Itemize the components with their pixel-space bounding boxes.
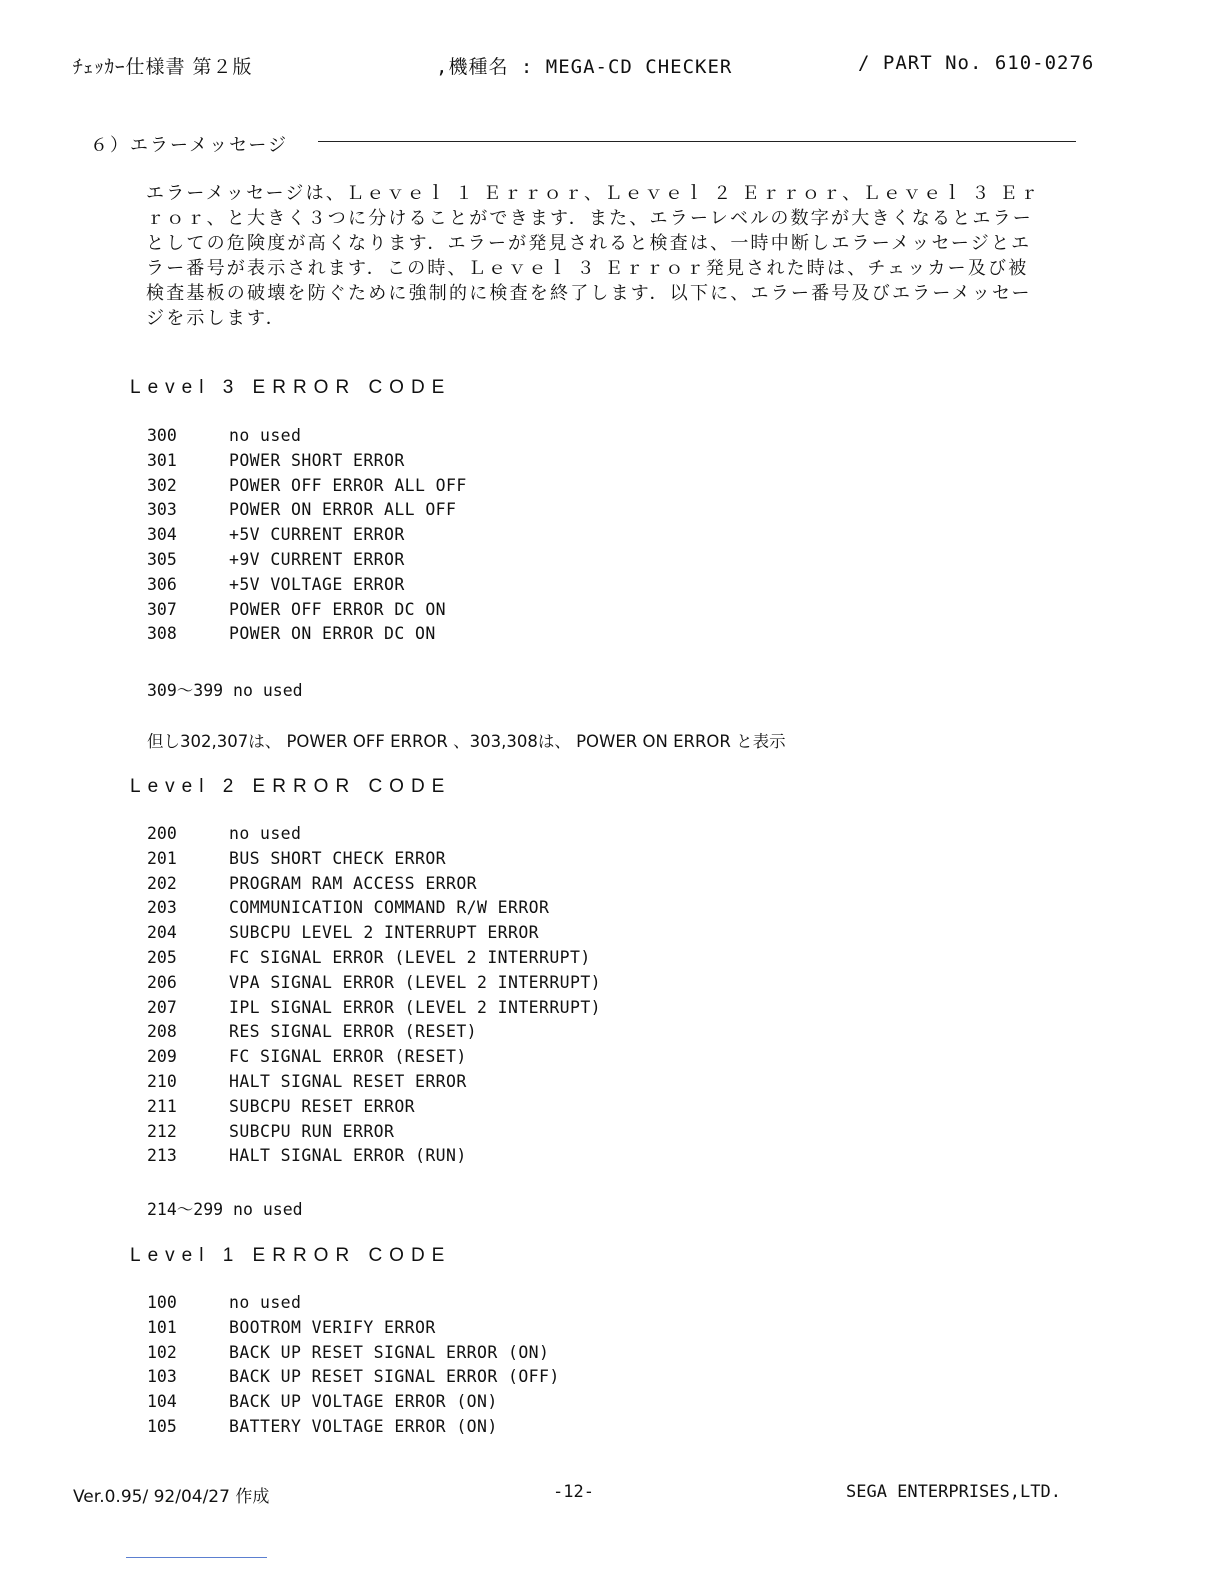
- level1-code-list: [147, 1293, 560, 1442]
- error-code-number: 304: [147, 525, 177, 545]
- error-code-number: 212: [147, 1121, 177, 1141]
- error-code-number: 204: [147, 923, 177, 943]
- error-code-row: [147, 476, 467, 501]
- error-code-number: 100: [147, 1293, 177, 1312]
- error-code-message: BACK UP VOLTAGE ERROR (ON): [229, 1392, 498, 1412]
- error-code-number: 211: [147, 1096, 177, 1116]
- error-code-message: +9V CURRENT ERROR: [229, 549, 405, 569]
- header-doc-title: ﾁｪｯｶｰ仕様書 第２版: [73, 56, 253, 78]
- error-code-row: [147, 874, 601, 899]
- level1-title: Level 1 ERROR CODE: [130, 1245, 452, 1266]
- footer-company: SEGA ENTERPRISES,LTD.: [846, 1482, 1061, 1502]
- error-code-number: 206: [147, 972, 177, 992]
- error-code-row: [147, 1022, 601, 1047]
- error-code-number: 208: [147, 1022, 177, 1042]
- level2-code-list: [147, 824, 601, 1171]
- error-code-message: COMMUNICATION COMMAND R/W ERROR: [229, 898, 550, 918]
- error-code-row: [147, 600, 467, 625]
- error-code-row: [147, 624, 467, 649]
- error-code-number: 302: [147, 475, 177, 495]
- error-code-number: 300: [147, 426, 177, 445]
- error-code-message: HALT SIGNAL ERROR (RUN): [229, 1146, 467, 1166]
- error-code-row: [147, 948, 601, 973]
- error-code-number: 203: [147, 898, 177, 918]
- error-code-row: [147, 1122, 601, 1147]
- error-code-message: BOOTROM VERIFY ERROR: [229, 1317, 436, 1337]
- error-code-number: 201: [147, 848, 177, 868]
- level3-display-note: 但し302,307は、 POWER OFF ERROR 、303,308は、 POWER ON ERROR と表示: [147, 732, 786, 751]
- error-code-row: [147, 849, 601, 874]
- error-code-row: [147, 973, 601, 998]
- error-code-message: +5V CURRENT ERROR: [229, 525, 405, 545]
- level2-unused-range: 214～299 no used: [147, 1200, 303, 1219]
- error-code-row: [147, 923, 601, 948]
- error-code-number: 209: [147, 1047, 177, 1067]
- error-code-message: POWER ON ERROR ALL OFF: [229, 500, 457, 520]
- error-code-row: [147, 1146, 601, 1171]
- error-code-number: 210: [147, 1071, 177, 1091]
- footer-page-number: -12-: [553, 1482, 594, 1502]
- section-rule: [318, 141, 1076, 142]
- error-code-number: 207: [147, 997, 177, 1017]
- error-code-message: FC SIGNAL ERROR (RESET): [229, 1047, 467, 1067]
- error-code-number: 105: [147, 1416, 177, 1436]
- error-code-message: POWER ON ERROR DC ON: [229, 624, 436, 644]
- error-code-row: [147, 1293, 560, 1318]
- error-code-row: [147, 1392, 560, 1417]
- error-code-row: [147, 1343, 560, 1368]
- error-code-row: [147, 898, 601, 923]
- error-code-number: 305: [147, 549, 177, 569]
- error-code-message: RES SIGNAL ERROR (RESET): [229, 1022, 478, 1042]
- error-code-row: [147, 1097, 601, 1122]
- error-code-message: POWER OFF ERROR ALL OFF: [229, 475, 467, 495]
- error-code-row: [147, 1367, 560, 1392]
- error-code-message: HALT SIGNAL RESET ERROR: [229, 1071, 467, 1091]
- error-code-row: [147, 1417, 560, 1442]
- error-code-message: BACK UP RESET SIGNAL ERROR (OFF): [229, 1367, 560, 1387]
- error-code-number: 102: [147, 1342, 177, 1362]
- error-code-message: no used: [229, 426, 302, 445]
- error-code-message: IPL SIGNAL ERROR (LEVEL 2 INTERRUPT): [229, 997, 602, 1017]
- error-code-row: [147, 500, 467, 525]
- level3-unused-range: 309～399 no used: [147, 681, 303, 700]
- error-code-row: [147, 998, 601, 1023]
- error-code-row: [147, 550, 467, 575]
- level2-title: Level 2 ERROR CODE: [130, 776, 452, 797]
- error-code-row: [147, 1072, 601, 1097]
- error-code-number: 303: [147, 500, 177, 520]
- level3-title: Level 3 ERROR CODE: [130, 377, 452, 398]
- error-code-message: SUBCPU LEVEL 2 INTERRUPT ERROR: [229, 923, 540, 943]
- header-model-name: ,機種名 : MEGA-CD CHECKER: [436, 56, 733, 78]
- error-code-row: [147, 824, 601, 849]
- error-code-message: PROGRAM RAM ACCESS ERROR: [229, 873, 478, 893]
- error-code-number: 308: [147, 624, 177, 644]
- error-code-message: POWER SHORT ERROR: [229, 450, 405, 470]
- error-code-message: no used: [229, 824, 302, 843]
- error-code-number: 202: [147, 873, 177, 893]
- error-code-message: BUS SHORT CHECK ERROR: [229, 848, 447, 868]
- error-code-message: VPA SIGNAL ERROR (LEVEL 2 INTERRUPT): [229, 972, 602, 992]
- error-code-message: SUBCPU RUN ERROR: [229, 1121, 395, 1141]
- error-code-row: [147, 1318, 560, 1343]
- error-code-message: BATTERY VOLTAGE ERROR (ON): [229, 1416, 498, 1436]
- error-code-row: [147, 575, 467, 600]
- intro-paragraph: エラーメッセージは、Ｌｅｖｅｌ １ Ｅｒｒｏｒ、Ｌｅｖｅｌ ２ Ｅｒｒｏｒ、Ｌｅｖｅｌ ３ Ｅｒｒｏｒ、と大きく３つに分けることができます．また、エラーレベルの数字が大きくなるとエラーとしての危険度が高くなります．エラーが発見されると検査は、一時中断しエラーメッセージとエラー番号が表示されます．この時、Ｌｅｖｅｌ ３ Ｅｒｒｏｒ発見された時は、チェッカー及び被検査基板の破壊を防ぐために強制的に検査を終了します．以下に、エラー番号及びエラーメッセージを示します．: [146, 183, 1040, 329]
- error-code-number: 101: [147, 1317, 177, 1337]
- level3-code-list: [147, 426, 467, 649]
- header-part-number: / PART No. 610-0276: [858, 52, 1095, 74]
- footer-version: Ver.0.95/ 92/04/27 作成: [73, 1487, 270, 1507]
- error-code-number: 205: [147, 947, 177, 967]
- error-code-message: no used: [229, 1293, 302, 1312]
- error-code-message: POWER OFF ERROR DC ON: [229, 599, 447, 619]
- error-code-message: FC SIGNAL ERROR (LEVEL 2 INTERRUPT): [229, 947, 591, 967]
- error-code-message: SUBCPU RESET ERROR: [229, 1096, 416, 1116]
- error-code-number: 306: [147, 574, 177, 594]
- error-code-row: [147, 451, 467, 476]
- footer-underline: [126, 1557, 267, 1558]
- section-title: ６）エラーメッセージ: [90, 135, 289, 156]
- error-code-number: 301: [147, 450, 177, 470]
- error-code-row: [147, 1047, 601, 1072]
- error-code-number: 104: [147, 1392, 177, 1412]
- error-code-number: 200: [147, 824, 177, 843]
- error-code-row: [147, 426, 467, 451]
- error-code-message: +5V VOLTAGE ERROR: [229, 574, 405, 594]
- error-code-number: 103: [147, 1367, 177, 1387]
- error-code-number: 213: [147, 1146, 177, 1166]
- error-code-number: 307: [147, 599, 177, 619]
- error-code-row: [147, 525, 467, 550]
- error-code-message: BACK UP RESET SIGNAL ERROR (ON): [229, 1342, 550, 1362]
